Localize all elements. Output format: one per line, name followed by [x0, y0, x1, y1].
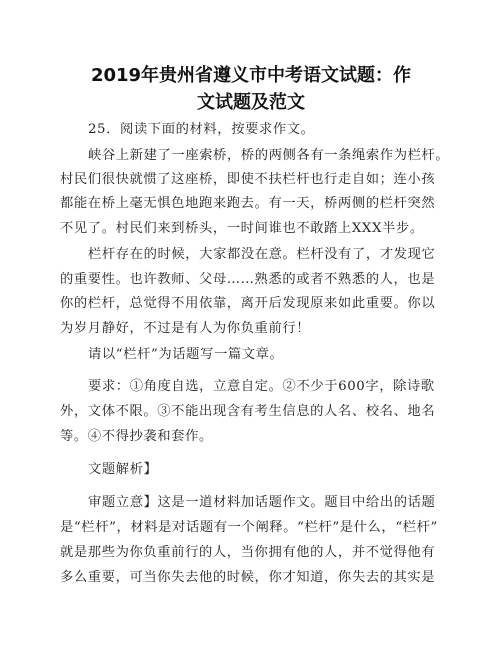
- paragraph-line: 你的栏杆，总觉得不用依靠，离开后发现原来如此重要。你以: [60, 296, 436, 311]
- paragraph-line: 等。④不得抄袭和套作。: [60, 429, 213, 444]
- paragraph-line: 都能在桥上毫无惧色地跑来跑去。有一天，桥两侧的栏杆突然: [60, 196, 436, 211]
- paragraph-line: 外，文体不限。③不能出现含有考生信息的人名、校名、地名: [60, 404, 436, 419]
- paragraph-line: 的重要性。也许教师、父母……熟悉的或者不熟悉的人，也是: [60, 272, 436, 287]
- paragraph-line: 审题立意】这是一道材料加话题作文。题目中给出的话题: [88, 495, 436, 510]
- paragraph-line: 是“栏杆”，材料是对话题有一个阐释。“栏杆”是什么，“栏杆”: [60, 520, 438, 535]
- paragraph-line: 峡谷上新建了一座索桥，桥的两侧各有一条绳索作为栏杆。: [88, 148, 450, 163]
- paragraph-line: 就是那些为你负重前行的人，当你拥有他的人，并不觉得他有: [60, 545, 436, 560]
- paragraph-line: 多么重要，可当你失去他的时候，你才知道，你失去的其实是: [60, 570, 436, 585]
- paragraph-line: 村民们很快就惯了这座桥，即使不扶栏杆也行走自如；连小孩: [60, 172, 436, 187]
- paragraph-line: 为岁月静好，不过是有人为你负重前行！: [60, 321, 311, 336]
- question-prompt: 25．阅读下面的材料，按要求作文。: [88, 122, 315, 137]
- document-title-line-2: 文试题及范文: [197, 92, 305, 113]
- section-heading: 文题解析】: [88, 462, 158, 477]
- paragraph-line: 请以“栏杆”为话题写一篇文章。: [88, 347, 284, 362]
- document-title-line-1: 2019年贵州省遵义市中考语文试题：作: [90, 65, 412, 86]
- paragraph-line: 要求：①角度自选，立意自定。②不少于600字，除诗歌: [88, 379, 435, 394]
- paragraph-line: 栏杆存在的时候，大家都没在意。栏杆没有了，才发现它: [88, 247, 436, 262]
- paragraph-line: 不见了。村民们来到桥头，一时间谁也不敢踏上XXX半步。: [60, 221, 424, 236]
